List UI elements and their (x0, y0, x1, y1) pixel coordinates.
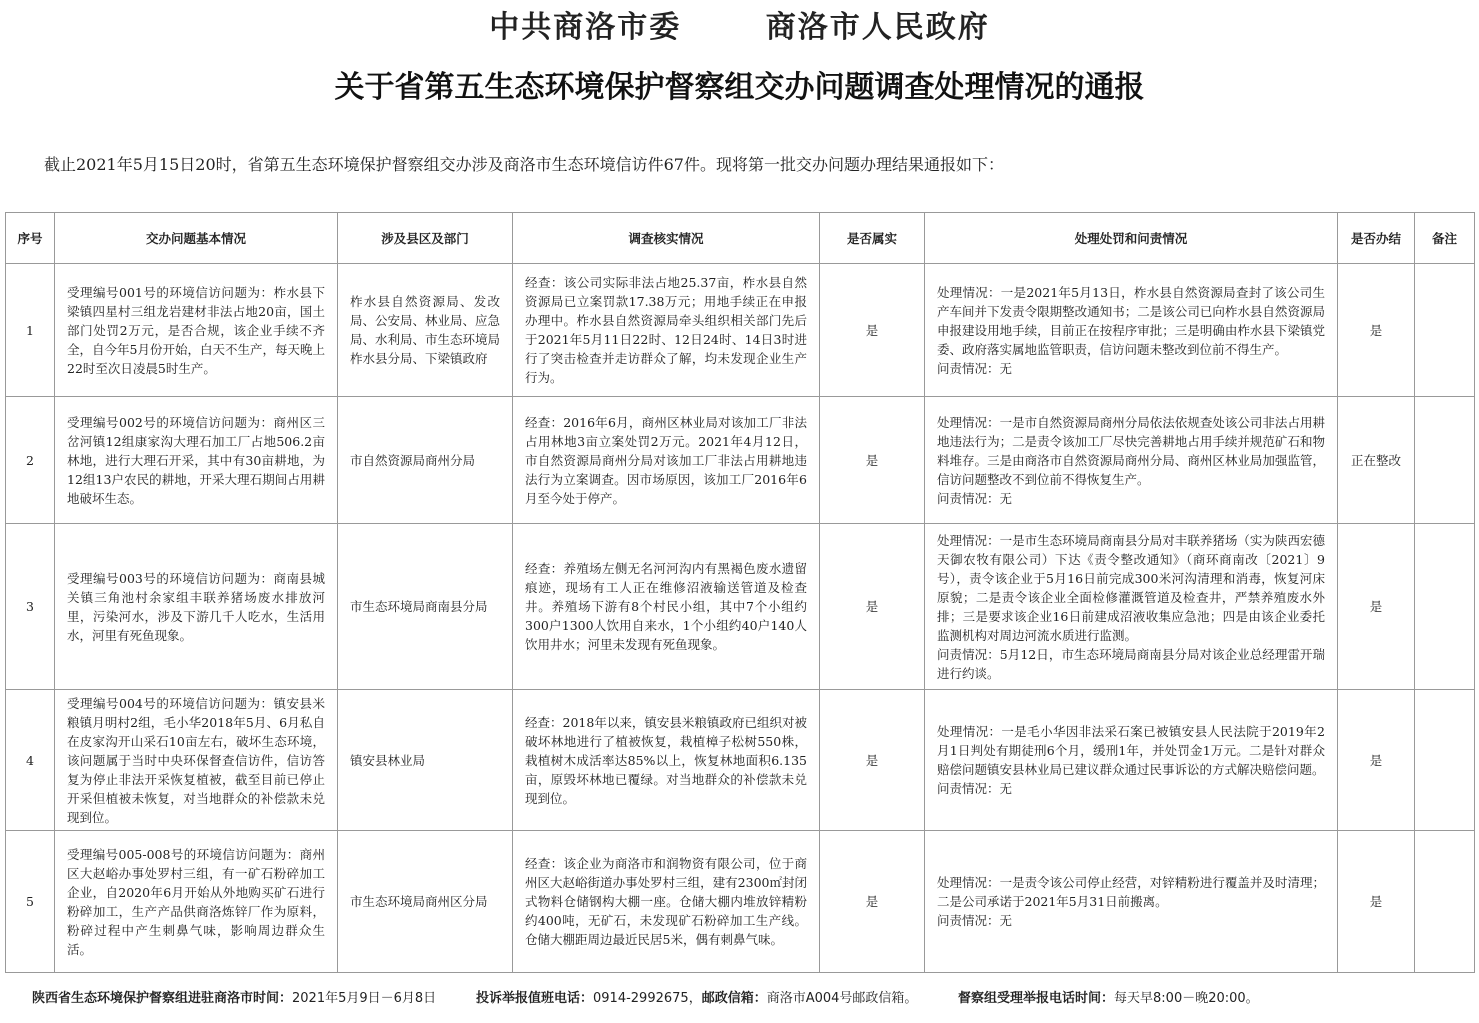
row-true-flag: 是 (820, 524, 925, 690)
issuer-party-committee: 中共商洛市委 (489, 10, 682, 45)
footer-hours-label: 督察组受理举报电话时间： (958, 991, 1115, 1006)
footer-mailbox-value: 商洛市A004号邮政信箱。 (766, 991, 918, 1006)
table-header-row (6, 213, 1475, 264)
row-remark (1415, 524, 1475, 690)
row-investigation: 经查：2016年6月，商州区林业局对该加工厂非法占用林地3亩立案处罚2万元。2021年4月12日，市自然资源局商州分局对该加工厂非法占用耕地违法行为立案调查。因市场原因，该加工厂2016年6月至今处于停产。 (513, 397, 820, 524)
table-row (6, 690, 1475, 831)
row-investigation: 经查：该企业为商洛市和润物资有限公司，位于商州区大赵峪街道办事处罗村三组，建有2300㎡封闭式物料仓储钢构大棚一座。仓储大棚内堆放锌精粉约400吨，无矿石，未发现矿石粉碎加工生产线。仓储大棚距周边最近民居5米，偶有刺鼻气味。 (513, 831, 820, 973)
footer-hours (958, 987, 1259, 1006)
footer-period-label: 陕西省生态环境保护督察组进驻商洛市时间： (32, 991, 293, 1006)
col-header-no: 序号 (6, 213, 55, 264)
table-row (6, 524, 1475, 690)
row-investigation: 经查：养殖场左侧无名河河沟内有黑褐色废水遗留痕迹，现场有工人正在维修沼液输送管道及检查井。养殖场下游有8个村民小组，其中7个小组约300户1300人饮用自来水，1个小组约40户140人饮用井水；河里未发现有死鱼现象。 (513, 524, 820, 690)
row-issue: 受理编号004号的环境信访问题为：镇安县米粮镇月明村2组，毛小华2018年5月、6月私自在皮家沟开山采石10亩左右，破坏生态环境，该问题属于当时中央环保督查信访件，信访答复为停止非法开采恢复植被，截至目前已停止开采但植被未恢复，对当地群众的补偿款未兑现到位。 (55, 690, 338, 831)
row-no: 1 (6, 264, 55, 397)
col-header-dept: 涉及县区及部门 (338, 213, 513, 264)
row-done: 是 (1338, 831, 1415, 973)
row-done: 是 (1338, 264, 1415, 397)
row-no: 2 (6, 397, 55, 524)
col-header-done: 是否办结 (1338, 213, 1415, 264)
row-true-flag: 是 (820, 831, 925, 973)
footer-mailbox-label: 邮政信箱： (701, 991, 767, 1006)
table-row (6, 397, 1475, 524)
col-header-issue: 交办问题基本情况 (55, 213, 338, 264)
col-header-remark: 备注 (1415, 213, 1475, 264)
issuers (0, 2, 1479, 46)
footer-hours-value: 每天早8:00－晚20:00。 (1114, 991, 1259, 1006)
row-no: 5 (6, 831, 55, 973)
issuer-government: 商洛市人民政府 (765, 10, 990, 45)
row-done: 正在整改 (1338, 397, 1415, 524)
row-issue: 受理编号002号的环境信访问题为：商州区三岔河镇12组康家沟大理石加工厂占地506.2亩林地，进行大理石开采，其中有30亩耕地，为12组13户农民的耕地，开采大理石期间占用耕地破坏生态。 (55, 397, 338, 524)
row-handling: 处理情况：一是毛小华因非法采石案已被镇安县人民法院于2019年2月1日判处有期徒刑6个月，缓刑1年，并处罚金1万元。二是针对群众赔偿问题镇安县林业局已建议群众通过民事诉讼的方式解决赔偿问题。 问责情况：无 (925, 690, 1338, 831)
row-issue: 受理编号001号的环境信访问题为：柞水县下梁镇四星村三组龙岩建材非法占地20亩，国土部门处罚2万元，是否合规，该企业手续不齐全，自今年5月份开始，白天不生产，每天晚上22时至次日凌晨5时生产。 (55, 264, 338, 397)
row-dept: 市自然资源局商州分局 (338, 397, 513, 524)
intro-paragraph: 截止2021年5月15日20时，省第五生态环境保护督察组交办涉及商洛市生态环境信访件67件。现将第一批交办问题办理结果通报如下： (44, 155, 1004, 174)
row-handling: 处理情况：一是2021年5月13日，柞水县自然资源局查封了该公司生产车间并下发责令限期整改通知书；二是该公司已向柞水县自然资源局申报建设用地手续，目前正在按程序审批；三是明确由柞水县下梁镇党委、政府落实属地监管职责，信访问题未整改到位前不得生产。 问责情况：无 (925, 264, 1338, 397)
row-true-flag: 是 (820, 690, 925, 831)
footer-period-value: 2021年5月9日－6月8日 (292, 991, 437, 1006)
table-row (6, 831, 1475, 973)
row-dept: 市生态环境局商南县分局 (338, 524, 513, 690)
cases-table (5, 212, 1475, 973)
row-handling: 处理情况：一是市生态环境局商南县分局对丰联养猪场（实为陕西宏德天御农牧有限公司）下达《责令整改通知》（商环商南改〔2021〕9号），责令该企业于5月16日前完成300米河沟清理和消毒，恢复河床原貌；二是责令该企业全面检修灌溉管道及检查井，严禁养殖废水外排；三是要求该企业16日前建成沼液收集应急池；四是由该企业委托监测机构对周边河流水质进行监测。 问责情况：5月12日，市生态环境局商南县分局对该企业总经理雷开瑞进行约谈。 (925, 524, 1338, 690)
row-no: 3 (6, 524, 55, 690)
row-remark (1415, 264, 1475, 397)
footer-period (32, 987, 436, 1006)
row-remark (1415, 690, 1475, 831)
row-done: 是 (1338, 690, 1415, 831)
row-true-flag: 是 (820, 397, 925, 524)
row-remark (1415, 397, 1475, 524)
row-dept: 柞水县自然资源局、发改局、公安局、林业局、应急局、水利局、市生态环境局柞水县分局、下梁镇政府 (338, 264, 513, 397)
table-row (6, 264, 1475, 397)
row-investigation: 经查：该公司实际非法占地25.37亩，柞水县自然资源局已立案罚款17.38万元；用地手续正在申报办理中。柞水县自然资源局牵头组织相关部门先后于2021年5月11日22时、12日24时、14日3时进行了突击检查并走访群众了解，均未发现企业生产行为。 (513, 264, 820, 397)
row-done: 是 (1338, 524, 1415, 690)
row-remark (1415, 831, 1475, 973)
row-investigation: 经查：2018年以来，镇安县米粮镇政府已组织对被破坏林地进行了植被恢复，栽植樟子松树550株，栽植树木成活率达85%以上，恢复林地面积6.135亩，原毁坏林地已覆绿。对当地群众的补偿款未兑现到位。 (513, 690, 820, 831)
row-true-flag: 是 (820, 264, 925, 397)
col-header-true: 是否属实 (820, 213, 925, 264)
row-issue: 受理编号003号的环境信访问题为：商南县城关镇三角池村余家组丰联养猪场废水排放河里，污染河水，涉及下游几千人吃水，生活用水，河里有死鱼现象。 (55, 524, 338, 690)
footer-hotline-value: 0914-2992675， (593, 991, 702, 1006)
footer-hotline (476, 987, 917, 1006)
row-handling: 处理情况：一是市自然资源局商州分局依法依规查处该公司非法占用耕地违法行为；二是责令该加工厂尽快完善耕地占用手续并规范矿石和物料堆存。三是由商洛市自然资源局商州分局、商州区林业局加强监管，信访问题整改不到位前不得恢复生产。 问责情况：无 (925, 397, 1338, 524)
footer-hotline-label: 投诉举报值班电话： (476, 991, 594, 1006)
row-no: 4 (6, 690, 55, 831)
row-dept: 市生态环境局商州区分局 (338, 831, 513, 973)
row-dept: 镇安县林业局 (338, 690, 513, 831)
col-header-investigation: 调查核实情况 (513, 213, 820, 264)
row-issue: 受理编号005-008号的环境信访问题为：商州区大赵峪办事处罗村三组，有一矿石粉碎加工企业，自2020年6月开始从外地购买矿石进行粉碎加工，生产产品供商洛炼锌厂作为原料，粉碎过程中产生刺鼻气味，影响周边群众生活。 (55, 831, 338, 973)
col-header-handling: 处理处罚和问责情况 (925, 213, 1338, 264)
page-title: 关于省第五生态环境保护督察组交办问题调查处理情况的通报 (334, 70, 1145, 105)
row-handling: 处理情况：一是责令该公司停止经营，对锌精粉进行覆盖并及时清理；二是公司承诺于2021年5月31日前搬离。 问责情况：无 (925, 831, 1338, 973)
